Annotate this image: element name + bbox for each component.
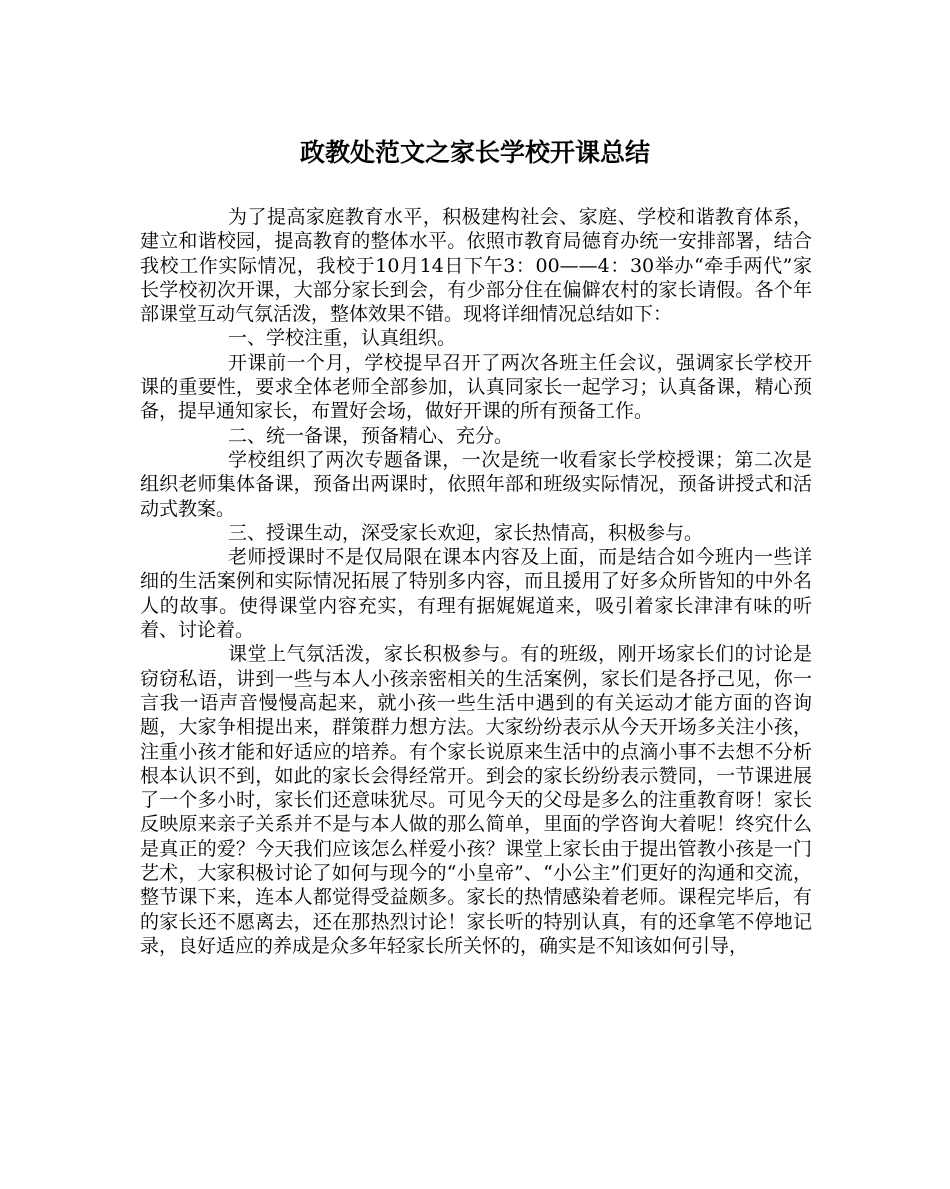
- document-title: 政教处范文之家长学校开课总结: [299, 138, 650, 167]
- section-heading-2: 二、统一备课，预备精心、充分。: [228, 424, 514, 447]
- paragraph-section-3b: 课堂上气氛活泼，家长积极参与。有的班级，刚开场家长们的讨论是窃窃私语，讲到一些与本人小孩亲密相关的生活案例，家长们是各抒己见，你一言我一语声音慢慢高起来，就小孩一些生活中遇到的有关运动才能方面的咨询题，大家争相提出来，群策群力想方法。大家纷纷表示从今天开场多关注小孩，注重小孩才能和好适应的培养。有个家长说原来生活中的点滴小事不去想不分析根本认识不到，如此的家长会得经常开。到会的家长纷纷表示赞同，一节课进展了一个多小时，家长们还意味犹尽。可见今天的父母是多么的注重教育呀！家长反映原来亲子关系并不是与本人做的那么简单，里面的学咨询大着呢！终究什么是真正的爱？今天我们应该怎么样爱小孩？课堂上家长由于提出管教小孩是一门艺术，大家积极讨论了如何与现今的“小皇帝”、“小公主”们更好的沟通和交流，整节课下来，连本人都觉得受益颇多。家长的热情感染着老师。课程完毕后，有的家长还不愿离去，还在那热烈讨论！家长听的特别认真，有的还拿笔不停地记录，良好适应的养成是众多年轻家长所关怀的，确实是不知该如何引导，: [140, 643, 812, 957]
- paragraph-intro: 为了提高家庭教育水平，积极建构社会、家庭、学校和谐教育体系，建立和谐校园，提高教育的整体水平。依照市教育局德育办统一安排部署，结合我校工作实际情况，我校于10月14日下午3：00——4：30举办“牵手两代”家长学校初次开课，大部分家长到会，有少部分住在偏僻农村的家长请假。各个年部课堂互动气氛活泼，整体效果不错。现将详细情况总结如下：: [140, 206, 812, 326]
- section-heading-3: 三、授课生动，深受家长欢迎，家长热情高，积极参与。: [228, 521, 704, 544]
- paragraph-section-2: 学校组织了两次专题备课，一次是统一收看家长学校授课；第二次是组织老师集体备课，预备出两课时，依照年部和班级实际情况，预备讲授式和活动式教案。: [140, 448, 812, 520]
- document-body: [140, 205, 812, 958]
- section-heading-1: 一、学校注重，认真组织。: [228, 327, 457, 350]
- paragraph-section-3a: 老师授课时不是仅局限在课本内容及上面，而是结合如今班内一些详细的生活案例和实际情况拓展了特别多内容，而且援用了好多众所皆知的中外名人的故事。使得课堂内容充实，有理有据娓娓道来，吸引着家长津津有味的听着、讨论着。: [140, 546, 812, 642]
- paragraph-section-1: 开课前一个月，学校提早召开了两次各班主任会议，强调家长学校开课的重要性，要求全体老师全部参加，认真同家长一起学习；认真备课，精心预备，提早通知家长，布置好会场，做好开课的所有预备工作。: [140, 351, 812, 423]
